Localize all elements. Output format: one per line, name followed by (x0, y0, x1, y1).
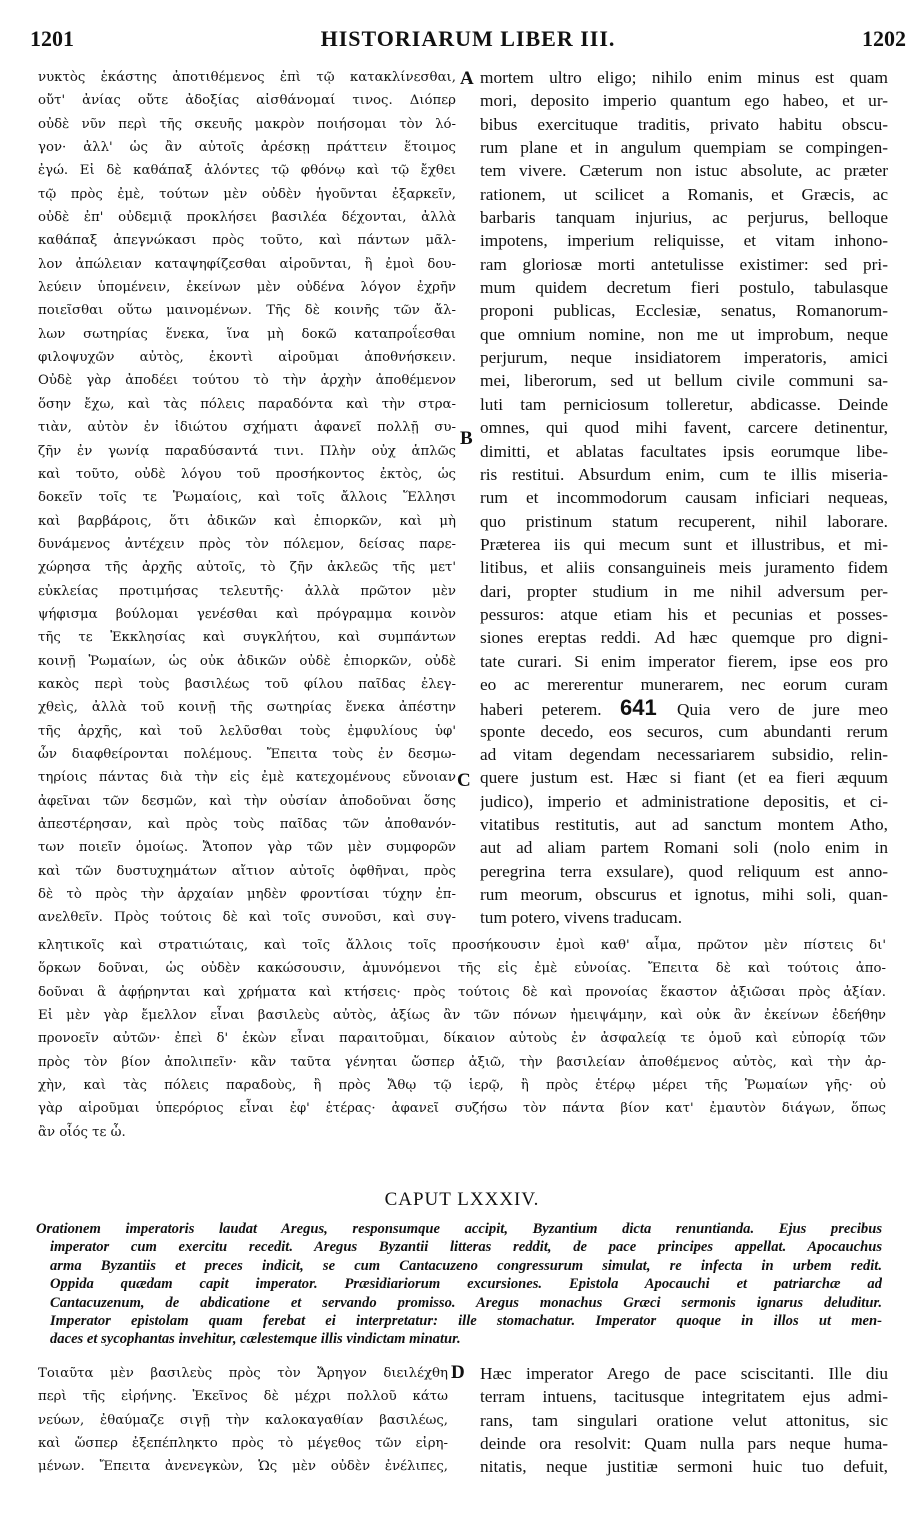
greek-text-line: εὐκλείας προτιμήσας τελευτῆς· ἀλλὰ πρῶτον μὲν (38, 583, 456, 599)
chapter-summary (36, 1220, 882, 1349)
greek-column-top (38, 66, 456, 934)
greek-text-line: χώρησα τῆς ἀρχῆς αὐτοῖς, τὸ ζῆν ἀκλεῶς τῆς μετ' (38, 560, 456, 576)
greek-text-line: τῷ πρὸς ἐμὲ, τούτων μὲν οὐδὲν ἡγοῦνται ἐξαρκεῖν, (38, 186, 456, 202)
latin-text-line: eo ac mererentur munerarem, nec eorum curam (480, 674, 888, 694)
greek-text-line: περὶ τῆς εἰρήνης. Ἐκεῖνος δὲ μέχρι πολλοῦ κάτω (38, 1389, 448, 1405)
margin-mark-c: C (457, 770, 471, 791)
summary-line: Cantacuzenum, de abdicatione et servando promisso. Aregus monachus Græci sermonis ignarus deluditur. (50, 1294, 882, 1311)
greek-text-line: ὅσην ἔχω, καὶ τὰς πόλεις παραδόντα καὶ τὴν στρα- (38, 396, 456, 412)
greek-text-line: κλητικοῖς καὶ στρατιώταις, καὶ τοῖς ἄλλοις τοῖς προσήκουσιν ἐμοὶ καθ' αἷμα, πρῶτον μὲν πίστεις δι' (38, 938, 886, 953)
greek-text-line: ὅρκων δοῦναι, ὡς οὐδὲν κακώσουσιν, ἀμυνόμενοι τῆς εἰς ἐμὲ εὐνοίας. Ἔπειτα δὲ καὶ τούτοις ἀπο- (38, 961, 886, 977)
greek-text-line: τῆς ἀρχῆς, καὶ τοῦ λελῦσθαι τοὺς ἐμφυλίους ὑφ' (38, 723, 456, 739)
latin-text-line: rum et incommodorum causam inficiari nequeas, (480, 488, 888, 508)
greek-text-line: γὰρ αἱροῦμαι ὑπερόριος εἶναι ἐφ' ἑτέρας· ἀφανεῖ συζήσω τὸν πάντα βίον κατ' ἐμαυτὸν διάγων, ὅπως (38, 1101, 886, 1117)
latin-text-line: omnes, qui quod mihi favent, carcere detinentur, (480, 418, 888, 438)
greek-text-line: τιὰν, αὐτὸν ἐν ἰδιώτου σχήματι ἀφανεῖ πολλῇ συ- (38, 420, 456, 436)
greek-text-line: Οὐδὲ γὰρ ἀποδέει τούτου τὸ τὴν ἀρχὴν ἀποθέμενον (38, 373, 456, 389)
greek-text-line: νεύων, ἐθαύμαζε σιγῇ τὴν καλοκαγαθίαν βασιλέως, (38, 1412, 448, 1428)
greek-text-line: γον· ἀλλ' ὡς ἂν αὐτοῖς ἀρέσκῃ πράττειν ἕτοιμος (38, 140, 456, 156)
greek-text-line: ἐγώ. Εἰ δὲ καθάπαξ ἁλόντες τῷ φθόνῳ καὶ τῷ ἔχθει (38, 163, 456, 179)
greek-text-line: ανελθεῖν. Πρὸς τούτοις δὲ καὶ τοῖς συνοῦσι, καὶ συγ- (38, 910, 456, 926)
latin-text-line: litibus, et aliis consanguineis meis juramento fidem (480, 558, 888, 578)
latin-text-line: barbaris tanquam injurius, ac perjurus, belloque (480, 208, 888, 228)
summary-line: Imperator epistolam quam ferebat ei interpretatur: ille stomachatur. Imperator quoque in illos ut men- (50, 1312, 882, 1329)
greek-text-line: οὐδὲ ἐπ' οὐδεμιᾷ προκλήσει βασιλέα δέχονται, ἀλλὰ (38, 210, 456, 226)
summary-line: daces et sycophantas invehitur, cælestemque illis vindictam minatur. (50, 1331, 461, 1348)
inline-page-number: 641 (620, 696, 677, 720)
page-number-right: 1202 (862, 26, 906, 51)
latin-text-line: quo pristinum statum recuperent, nihil laborare. (480, 511, 888, 531)
greek-text-line: καὶ βαρβάροις, ὅτι ἀδικῶν καὶ ἐπιορκῶν, καὶ μὴ (38, 513, 456, 529)
greek-text-line: τῆς τε Ἐκκλησίας καὶ συγκλήτου, καὶ συμπάντων (38, 630, 456, 646)
greek-text-line: καὶ τοῦτο, οὐδὲ λόγου τοῦ προσήκοντος ἐκτὸς, ὡς (38, 466, 456, 482)
summary-line: arma Byzantiis et preces indicit, se cum Cantacuzeno congressurum simulat, re infecta in urbem redit. (50, 1257, 882, 1274)
latin-text-line: peregrina terra exsulare), quod reliquum est anno- (480, 861, 888, 881)
greek-text-line: δοκεῖν τοῖς τε Ῥωμαίοις, καὶ τοῖς ἄλλοις Ἕλλησι (38, 490, 456, 506)
greek-text-line: δοῦναι ἃ ἀφῄρηνται καὶ χρήματα καὶ κτήσεις· πρὸς τούτοις δὲ καὶ προνοίας ἕκαστον ἀξιῶσαι πρὸς ἀξίαν. (38, 984, 886, 1000)
latin-text-line: luti tam perniciosum tolleretur, abdicasse. Deinde (480, 394, 888, 414)
greek-text-line: τηρίοις πάντας διὰ τὴν εἰς ἐμὲ κατεχομένους εὔνοιαν (38, 770, 456, 786)
latin-text-line: haberi peterem. (480, 700, 602, 720)
latin-text-line: quere justum est. Hæc si fiant (et ea fieri æquum (480, 768, 888, 788)
running-header (30, 26, 906, 56)
latin-text-line: deinde ora resolvit: Quam nulla pars neque huma- (480, 1434, 888, 1454)
running-title: HISTORIARUM LIBER III. (320, 26, 616, 51)
latin-text-line: Hæc imperator Arego de pace sciscitanti. Ille diu (480, 1364, 888, 1383)
greek-text-line: φιλοψυχῶν αὐτὸς, ἑκοντὶ αἱροῦμαι ἀποθνήσκειν. (38, 350, 456, 366)
greek-text-line: καὶ ὥσπερ ἐξεπέπληκτο πρὸς τὸ μέγεθος τῶν εἰρη- (38, 1436, 448, 1452)
greek-text-line: ἂν οἷός τε ὦ. (38, 1124, 126, 1140)
latin-text-line: Præterea iis qui mecum sunt et illustribus, et mi- (480, 534, 888, 554)
latin-text-line: mei, liberorum, sed ut bellum civile communi sa- (480, 371, 888, 391)
summary-line: imperator cum exercitu recedit. Aregus Byzantii litteras reddit, de pace principes appellat. Apocauchus (50, 1239, 882, 1256)
latin-text-line (480, 696, 888, 719)
greek-text-line: λεύειν ὑπομένειν, ἐκείνων μὲν οὐδένα λόγον ἐχρῆν (38, 280, 456, 296)
latin-text-line: mori, deposito imperio quantum ego habeo, et ur- (480, 91, 888, 111)
greek-text-line: λον ἀπώλειαν καταψηφίζεσθαι αἱροῦνται, ἢ ἐμοὶ δου- (38, 256, 456, 272)
greek-text-line: μένων. Ἔπειτα ἀνενεγκὼν, Ὡς μὲν οὐδὲν ἐνέλιπες, (38, 1459, 448, 1475)
latin-text-line: rans, tam singulari oratione velut attonitus, sic (480, 1410, 888, 1430)
chapter-title: CAPUT LXXXIV. (384, 1189, 540, 1210)
greek-text-line: ὧν διαφθείρονται πολέμους. Ἔπειτα τοὺς ἐν δεσμω- (38, 746, 456, 762)
greek-text-line: οὐδὲ νῦν περὶ τῆς σκευῆς μακρὸν ποιήσομαι τὸν λό- (38, 116, 456, 132)
greek-text-line: χὴν, καὶ τὰς πόλεις παραδοὺς, ἢ πρὸς Ἄθῳ τῷ ἱερῷ, ἢ πρὸς ἑτέρῳ μέρει τῆς Ῥωμαίων γῆς· οὐ (38, 1078, 886, 1094)
margin-mark-a: A (460, 68, 474, 89)
latin-column-top (480, 66, 888, 934)
latin-text-line: terram intuens, tacitusque integritatem ejus admi- (480, 1387, 888, 1407)
latin-text-line: bibus exercituque traditis, privato habitu obscu- (480, 114, 888, 134)
greek-text-line: χθεὶς, ἀλλὰ τοῦ κοινῇ τῆς σωτηρίας ἕνεκα ἀπέστην (38, 700, 456, 716)
latin-text-line: perjurum, neque insidiatorem imperatoris, amici (480, 348, 888, 368)
latin-text-line: tem vivere. Cæterum non istuc absolute, ac præter (480, 161, 888, 181)
latin-column-bottom (480, 1362, 888, 1482)
greek-text-line: ποιεῖσθαι οὕτω μαινομένων. Τῆς δὲ κοινῆς τῶν ἄλ- (38, 303, 456, 319)
latin-text-line: sponte decedo, eos securos, cum abundanti rerum (480, 721, 888, 741)
greek-text-line: οὔτ' ἀνίας οὔτε ἀδοξίας αἰσθάνομαί τινος. Διόπερ (38, 93, 456, 109)
latin-text-line: ris restitui. Absurdum enim, cum te illis miseria- (480, 464, 888, 484)
latin-text-line: siones ereptas reddi. Ad hæc quemque pro digni- (480, 628, 888, 648)
latin-text-line: dimitti, et ablatas facultates ipsis eorumque libe- (480, 441, 888, 461)
greek-text-line: των ποιεῖν ὁμοίως. Ἄτοπον γὰρ τῶν μὲν συμφορῶν (38, 840, 456, 856)
latin-text-line: vitatibus restitutis, aut ad sanctum montem Atho, (480, 815, 888, 834)
greek-text-line: καθάπαξ ἀπεγνώκασι πρὸς τοῦτο, καὶ πάντων μᾶλ- (38, 233, 456, 249)
latin-text-line: tum potero, vivens traducam. (480, 908, 683, 928)
greek-full-width-text (38, 934, 886, 1146)
margin-mark-d: D (451, 1362, 465, 1383)
page-number-left: 1201 (30, 26, 74, 51)
latin-text-line: rum plane et in angulum quempiam se compingen- (480, 138, 888, 158)
latin-text-line: rum meorum, obscurus et ignotus, mihi soli, quan- (480, 885, 888, 905)
latin-text-line: aut ad aliam partem Romani soli (nolo enim in (480, 838, 888, 858)
latin-text-line: dari, propter studium in me nihil adversum per- (480, 581, 888, 601)
latin-text-line: que omnium nomine, non me ut improbum, neque (480, 324, 888, 344)
greek-text-line: καὶ τῶν δυστυχημάτων αἴτιον αὐτοῖς ὀφθῆναι, πρὸς (38, 863, 456, 879)
latin-text-line: mortem ultro eligo; nihilo enim minus est quam (480, 68, 888, 87)
greek-text-line: λων σωτηρίας ἕνεκα, ἵνα μὴ δοκῶ καταπροΐεσθαι (38, 326, 456, 342)
latin-text-line: impotens, imperium reliquisse, et vitam inhono- (480, 231, 888, 251)
summary-line: Oppida quædam capit imperator. Præsidiariorum excursiones. Epistola Apocauchi et patriarchæ ad (50, 1276, 882, 1293)
latin-text-line: pessuros: atque etiam his et pecunias et posses- (480, 604, 888, 624)
greek-text-line: ἀπεστέρησαν, καὶ πρὸς τοὺς παῖδας τῶν ἀποθανόν- (38, 817, 456, 832)
greek-text-line: Εἰ μὲν γὰρ ἔμελλον εἶναι βασιλεὺς αὐτὸς, ἀξίως ἂν τῶν πόνων ἠμειψάμην, καὶ οὐκ ἂν ἐκείνων ἐδεήθην (38, 1008, 886, 1024)
greek-text-line: νυκτὸς ἑκάστης ἀποτιθέμενος ἐπὶ τῷ κατακλίνεσθαι, (38, 70, 456, 85)
greek-column-bottom (38, 1362, 448, 1482)
greek-text-line: κοινῇ Ῥωμαίων, ὡς οὐκ ἀδικῶν οὐδὲ ἐπιορκῶν, οὐδὲ (38, 653, 456, 669)
latin-text-line: ad vitam degendam necessariarem subsidio, relin- (480, 744, 888, 764)
greek-text-line: κακὸς περὶ τοὺς βασιλέως τοῦ φίλου παῖδας ἐλεγ- (38, 676, 456, 692)
latin-text-continuation: Quia vero de jure meo (677, 700, 888, 720)
greek-text-line: προνοεῖν αὐτῶν· ἐπεὶ δ' ἑκὼν εἶναι παραιτοῦμαι, δίκαιον αὐτοὺς ἐν ἀσφαλείᾳ τε ὁμοῦ καὶ εὐπορίᾳ τῶν (38, 1031, 886, 1047)
greek-text-line: ζῆν ἐν γωνίᾳ παραδύσαντά τινι. Πλὴν οὐχ ἁπλῶς (38, 443, 456, 459)
latin-text-line: rationem, ut scilicet a Romanis, et Græcis, ac (480, 184, 888, 204)
greek-text-line: ψήφισμα βούλομαι γενέσθαι καὶ πρόγραμμα κοινὸν (38, 606, 456, 622)
latin-text-line: nitatis, neque justitiæ sermoni huic tuo defuit, (480, 1457, 888, 1477)
latin-text-line: mum quidem decretum fieri postulo, tabulasque (480, 278, 888, 298)
summary-line: Orationem imperatoris laudat Aregus, responsumque accipit, Byzantium dicta renuntianda. Ejus precibus (36, 1221, 882, 1237)
latin-text-line: judico), imperio et administratione depositis, et ci- (480, 791, 888, 811)
greek-text-line: δυνάμενος ἀντέχειν πρὸς τὸν πόλεμον, δείσας παρε- (38, 536, 456, 552)
latin-text-line: tate curari. Si enim imperator fierem, ipse eos pro (480, 651, 888, 671)
greek-text-line: ἀφεῖναι τῶν δεσμῶν, καὶ τὴν οὐσίαν ἀποδοῦναι ὅσης (38, 793, 456, 809)
margin-mark-b: B (460, 428, 473, 449)
latin-text-line: proponi publicas, Ecclesiæ, senatus, Romanorum- (480, 301, 888, 321)
greek-text-line: πρὸς τὸν βίον ἀπολιπεῖν· κἂν ταῦτα γένηται ὥσπερ ἀξιῶ, τὴν βασιλείαν ἀποθέμενος αὐτὸς, καὶ τὴν ἀρ- (38, 1054, 886, 1070)
greek-text-line: δὲ τὸ πρὸς τὴν ἀρχαίαν μηδὲν φροντίσαι τύχην ἐπ- (38, 887, 456, 903)
latin-text-line: ram gloriosæ morti antetulisse existimer: sed pri- (480, 254, 888, 274)
greek-text-line: Τοιαῦτα μὲν βασιλεὺς πρὸς τὸν Ἄρηγον διειλέχθη (38, 1366, 448, 1381)
